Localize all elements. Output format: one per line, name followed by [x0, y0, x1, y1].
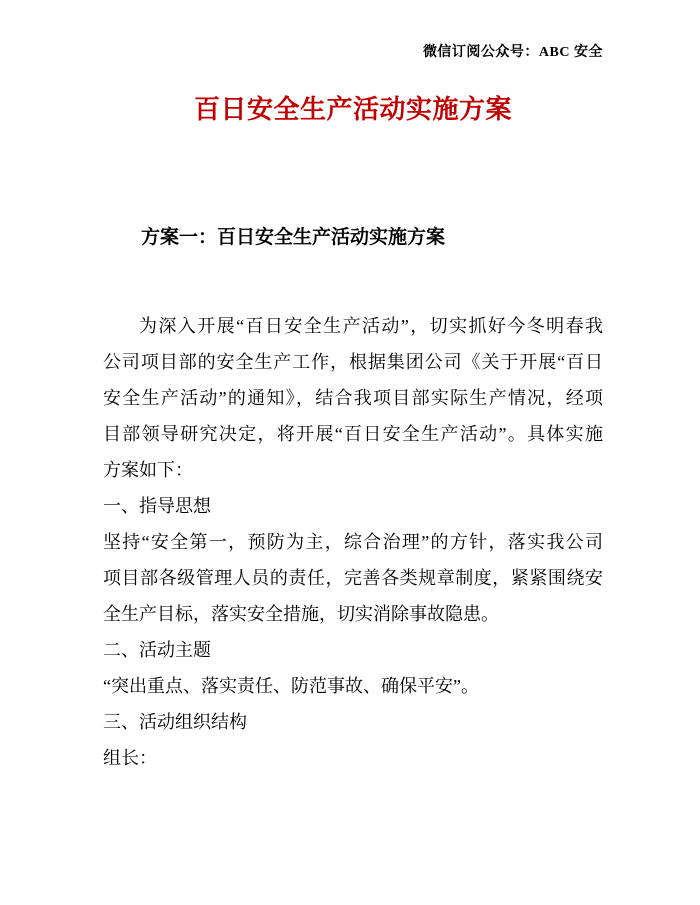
text-line: 目部领导研究决定，将开展“百日安全生产活动”。具体实施 — [103, 424, 603, 444]
text-line: 公司项目部的安全生产工作，根据集团公司《关于开展“百日 — [103, 352, 603, 372]
text-line: 坚持“安全第一，预防为主，综合治理”的方针，落实我公司 — [103, 532, 603, 552]
document-title: 百日安全生产活动实施方案 — [193, 95, 512, 124]
text-line: 二、活动主题 — [103, 640, 211, 660]
text-line: 三、活动组织结构 — [103, 712, 247, 732]
text-line: 全生产目标，落实安全措施，切实消除事故隐患。 — [103, 604, 499, 624]
text-line: 安全生产活动”的通知》，结合我项目部实际生产情况，经项 — [103, 388, 603, 408]
text-line: 为深入开展“百日安全生产活动”，切实抓好今冬明春我 — [139, 316, 603, 336]
text-line: 一、指导思想 — [103, 496, 211, 516]
text-line: 组长： — [103, 748, 157, 768]
text-line: 方案如下： — [103, 460, 193, 480]
document-body — [103, 308, 603, 776]
header-note: 微信订阅公众号：ABC 安全 — [422, 45, 603, 60]
text-line: “突出重点、落实责任、防范事故、确保平安”。 — [103, 676, 479, 696]
text-line: 项目部各级管理人员的责任，完善各类规章制度，紧紧围绕安 — [103, 568, 603, 588]
section-heading: 方案一：百日安全生产活动实施方案 — [141, 227, 446, 248]
document-content — [103, 0, 603, 776]
